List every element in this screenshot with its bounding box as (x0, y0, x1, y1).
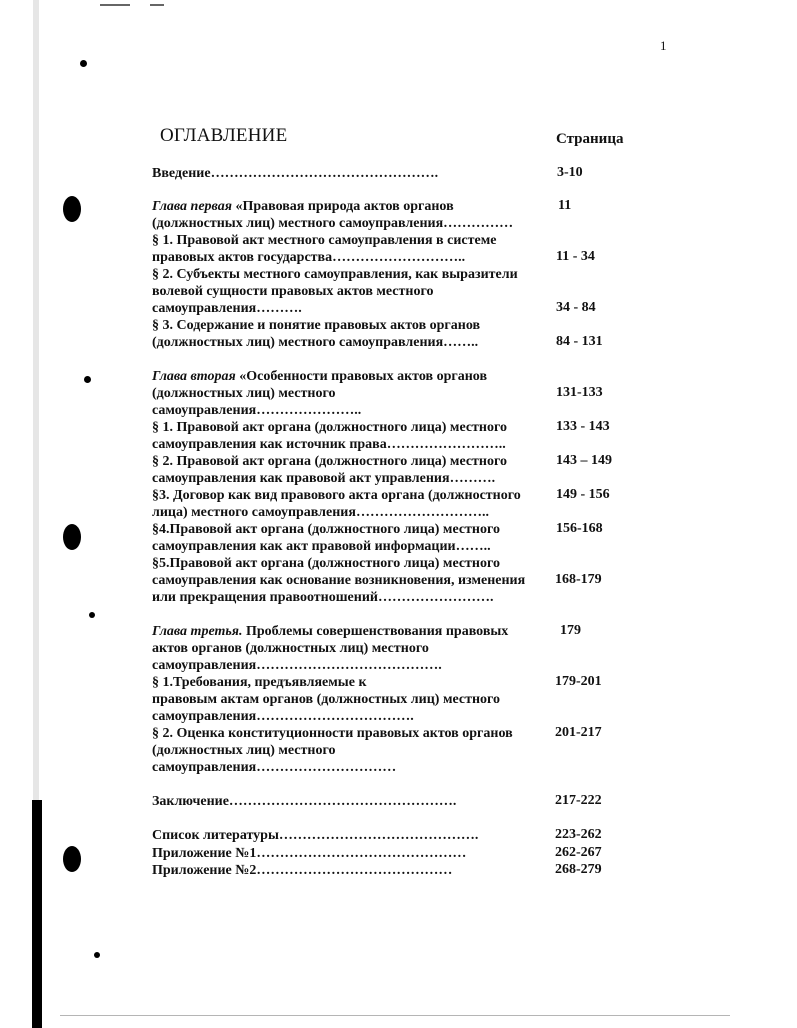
pages-column-header: Страница (556, 131, 624, 147)
toc-page-range: 217-222 (555, 793, 602, 808)
scan-dark-strip (32, 800, 42, 1028)
punch-hole-mark (94, 952, 100, 958)
toc-entry-line: (должностных лиц) местного самоуправления…….. (152, 335, 479, 350)
toc-entry-line: §4.Правовой акт органа (должностного лица) местного (152, 522, 501, 537)
toc-entry (152, 487, 552, 521)
toc-entry-line: Введение…………………………………………. (152, 166, 439, 181)
toc-entry-line: (должностных лиц) местного (152, 386, 336, 401)
toc-entry (152, 623, 552, 674)
toc-page-range: 84 - 131 (556, 334, 603, 349)
punch-hole (63, 846, 81, 872)
toc-entry-line: § 1. Правовой акт органа (должностного лица) местного (152, 420, 508, 435)
toc-entry-line: волевой сущности правовых актов местного (152, 284, 434, 299)
toc-entry-line: актов органов (должностных лиц) местного (152, 641, 429, 656)
toc-entry-line: § 1. Правовой акт местного самоуправления в системе (152, 233, 497, 248)
chapter-lead: Глава первая (152, 199, 232, 214)
toc-entry-line: самоуправления………………….. (152, 403, 362, 418)
toc-entry-line: самоуправления…………………………………. (152, 658, 442, 673)
toc-page-range: 133 - 143 (556, 419, 610, 434)
toc-entry-line: § 2. Оценка конституционности правовых актов органов (152, 726, 513, 741)
punch-hole (63, 196, 81, 222)
toc-page-range: 179-201 (555, 674, 602, 689)
toc-entry-line: (должностных лиц) местного самоуправления…………… (152, 216, 514, 231)
toc-entry (152, 368, 552, 419)
chapter-lead: Глава третья. (152, 624, 243, 639)
toc-entry (152, 419, 552, 453)
toc-entry (152, 165, 552, 182)
toc-page-range: 262-267 (555, 845, 602, 860)
toc-page-range: 11 - 34 (556, 249, 595, 264)
toc-entry (152, 555, 552, 606)
toc-entry (152, 521, 552, 555)
toc-entry (152, 198, 552, 232)
toc-entry (152, 453, 552, 487)
toc-entry-line: Глава третья. Проблемы совершенствования правовых (152, 624, 509, 639)
toc-entry-line: Глава первая «Правовая природа актов органов (152, 199, 454, 214)
toc-entry-line: § 1.Требования, предъявляемые к (152, 675, 367, 690)
toc-entry (152, 827, 552, 844)
toc-entry (152, 793, 552, 810)
toc-entry (152, 845, 552, 862)
scan-mark-top-1 (100, 4, 130, 6)
toc-entry (152, 674, 552, 725)
toc-page-range: 156-168 (556, 521, 603, 536)
toc-entry-line: самоуправления как акт правовой информации…….. (152, 539, 491, 554)
toc-page-range: 149 - 156 (556, 487, 610, 502)
punch-hole (63, 524, 81, 550)
toc-page-range: 143 – 149 (556, 453, 612, 468)
toc-entry-line: самоуправления как источник права…………………….. (152, 437, 506, 452)
toc-entry-line: Приложение №2…………………………………… (152, 863, 453, 878)
toc-entry-line: самоуправления как правовой акт управления………. (152, 471, 496, 486)
toc-page-range: 3-10 (557, 165, 583, 180)
toc-entry-line: §5.Правовой акт органа (должностного лица) местного (152, 556, 501, 571)
toc-entry-line: §3. Договор как вид правового акта органа (должностного (152, 488, 521, 503)
toc-entry-line: самоуправления как основание возникновения, изменения (152, 573, 526, 588)
toc-page-range: 179 (560, 623, 581, 638)
toc-entry (152, 317, 552, 351)
toc-page-range: 11 (558, 198, 572, 213)
toc-page-range: 223-262 (555, 827, 602, 842)
toc-entry-line: § 2. Субъекты местного самоуправления, как выразители (152, 267, 518, 282)
toc-entry-line: самоуправления………………………… (152, 760, 397, 775)
toc-entry-line: лица) местного самоуправления……………………….. (152, 505, 489, 520)
toc-entry-line: самоуправления……………………………. (152, 709, 414, 724)
toc-entry-line: Приложение №1……………………………………… (152, 846, 467, 861)
toc-page-range: 34 - 84 (556, 300, 596, 315)
toc-entry-line: § 2. Правовой акт органа (должностного лица) местного (152, 454, 508, 469)
scan-bottom-line (60, 1015, 730, 1016)
toc-page-range: 168-179 (555, 572, 602, 587)
toc-entry (152, 232, 552, 266)
toc-entry-line: (должностных лиц) местного (152, 743, 336, 758)
toc-entry-line: § 3. Содержание и понятие правовых актов органов (152, 318, 481, 333)
toc-entry (152, 862, 552, 879)
page-number: 1 (660, 38, 667, 53)
toc-entry-line: Список литературы……………………………………. (152, 828, 479, 843)
toc-page-range: 201-217 (555, 725, 602, 740)
toc-entry-line: правовым актам органов (должностных лиц) местного (152, 692, 501, 707)
toc-entry (152, 725, 552, 776)
page-title: ОГЛАВЛЕНИЕ (160, 125, 288, 146)
toc-entry-line: правовых актов государства……………………….. (152, 250, 466, 265)
toc-entry-line: самоуправления………. (152, 301, 302, 316)
scan-mark-top-2 (150, 4, 164, 6)
chapter-lead: Глава вторая (152, 369, 236, 384)
toc-page-range: 131-133 (556, 385, 603, 400)
punch-hole-mark (89, 612, 95, 618)
toc-page-range: 268-279 (555, 862, 602, 877)
toc-entry-line: или прекращения правоотношений……………………. (152, 590, 494, 605)
punch-hole-mark (80, 60, 87, 67)
toc-entry-line: Глава вторая «Особенности правовых актов органов (152, 369, 488, 384)
toc-entry-line: Заключение…………………………………………. (152, 794, 457, 809)
punch-hole-mark (84, 376, 91, 383)
toc-entry (152, 266, 552, 317)
